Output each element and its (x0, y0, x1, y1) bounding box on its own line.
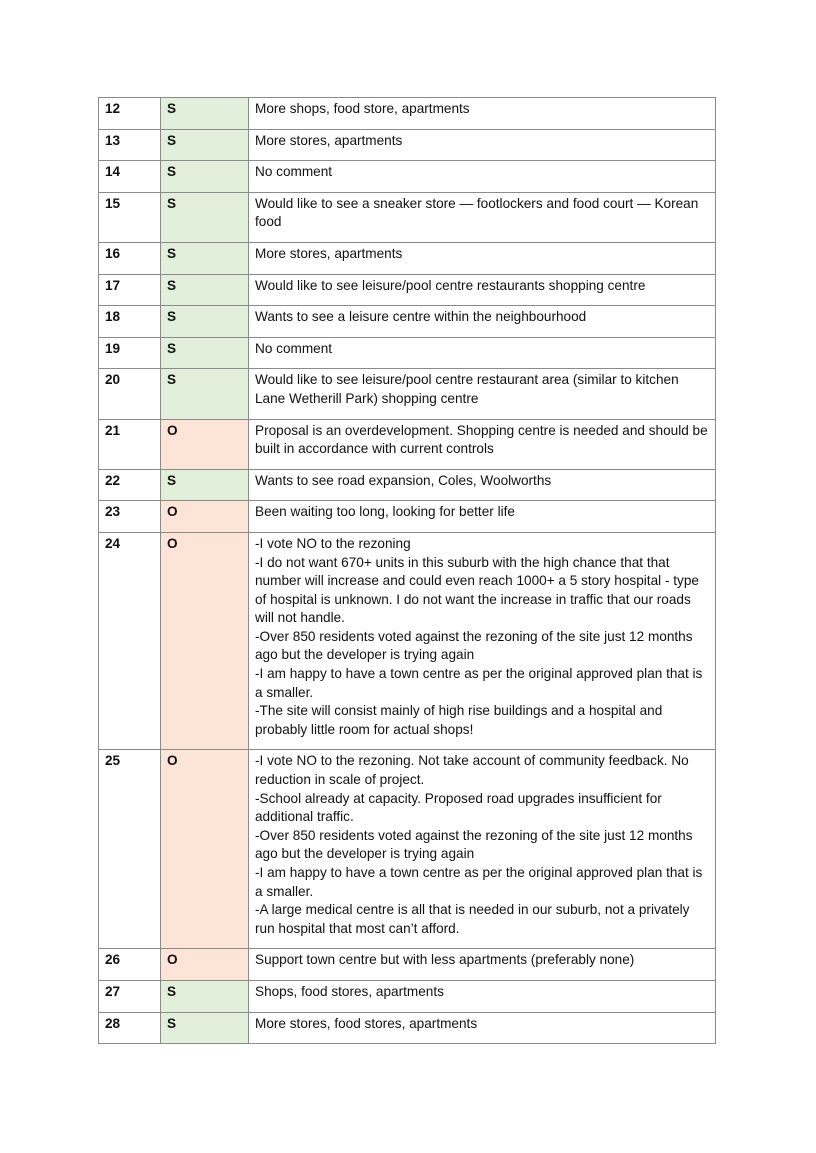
submission-comment (249, 129, 716, 161)
table-row (99, 274, 716, 306)
comment-line: No comment (255, 340, 333, 356)
table-row (99, 161, 716, 193)
submission-number: 26 (99, 949, 161, 981)
table-row (99, 469, 716, 501)
comment-line: -A large medical centre is all that is needed in our suburb, not a privately run hospital that most can’t afford. (255, 902, 690, 936)
submission-position: S (161, 242, 249, 274)
submission-comment (249, 306, 716, 338)
table-row (99, 750, 716, 949)
submission-comment (249, 469, 716, 501)
submission-position: S (161, 469, 249, 501)
comment-line: More stores, food stores, apartments (255, 1015, 478, 1031)
submission-number: 28 (99, 1012, 161, 1044)
submission-comment (249, 949, 716, 981)
submission-number: 20 (99, 369, 161, 419)
table-row (99, 419, 716, 469)
submission-comment (249, 1012, 716, 1044)
submission-number: 27 (99, 980, 161, 1012)
submission-position: S (161, 274, 249, 306)
table-row (99, 980, 716, 1012)
submission-comment (249, 192, 716, 242)
comment-line: -I am happy to have a town centre as per the original approved plan that is a smaller. (255, 865, 703, 899)
submission-number: 25 (99, 750, 161, 949)
submission-position: S (161, 161, 249, 193)
comment-line: -Over 850 residents voted against the rezoning of the site just 12 months ago but the developer is trying again (255, 827, 693, 862)
submission-position: S (161, 306, 249, 338)
submission-number: 19 (99, 337, 161, 369)
submission-comment (249, 337, 716, 369)
submission-position: S (161, 98, 249, 130)
submission-number: 12 (99, 98, 161, 130)
submission-number: 15 (99, 192, 161, 242)
submission-position: S (161, 980, 249, 1012)
comment-line: Would like to see leisure/pool centre restaurants shopping centre (255, 277, 646, 293)
comment-line: Wants to see road expansion, Coles, Woolworths (255, 472, 552, 488)
table-row (99, 949, 716, 981)
submission-position: O (161, 532, 249, 750)
submission-comment (249, 419, 716, 469)
comment-line: -Over 850 residents voted against the rezoning of the site just 12 months ago but the developer is trying again (255, 628, 693, 663)
submission-comment (249, 161, 716, 193)
comment-line: Proposal is an overdevelopment. Shopping centre is needed and should be built in accordance with current controls (255, 422, 708, 457)
comment-line: Would like to see leisure/pool centre restaurant area (similar to kitchen Lane Wetherill Park) shopping centre (255, 372, 679, 406)
submission-number: 22 (99, 469, 161, 501)
submission-position: S (161, 1012, 249, 1044)
submission-number: 21 (99, 419, 161, 469)
table-row (99, 369, 716, 419)
table-row (99, 98, 716, 130)
comment-line: More stores, apartments (255, 132, 403, 148)
table-row (99, 1012, 716, 1044)
comment-line: Been waiting too long, looking for better life (255, 504, 515, 520)
comment-line: More stores, apartments (255, 245, 403, 261)
comment-line: -The site will consist mainly of high rise buildings and a hospital and probably little room for actual shops! (255, 703, 663, 737)
comment-line: Shops, food stores, apartments (255, 983, 444, 999)
comment-line: Would like to see a sneaker store — footlockers and food court — Korean food (255, 195, 699, 230)
comment-line: Wants to see a leisure centre within the neighbourhood (255, 309, 587, 325)
submission-comment (249, 750, 716, 949)
submission-comment (249, 532, 716, 750)
submission-number: 23 (99, 501, 161, 533)
comment-line: -I do not want 670+ units in this suburb with the high chance that that number will increase and could even reach 1000+ a 5 story hospital - type of hospital is unknown. I do not want the increase in traffic that our roads will not handle. (255, 554, 699, 626)
submission-position: O (161, 949, 249, 981)
submission-position: S (161, 129, 249, 161)
submission-number: 13 (99, 129, 161, 161)
submission-position: S (161, 337, 249, 369)
table-row (99, 192, 716, 242)
submission-position: S (161, 369, 249, 419)
submissions-table (98, 97, 716, 1044)
submission-number: 14 (99, 161, 161, 193)
submission-position: O (161, 501, 249, 533)
comment-line: -School already at capacity. Proposed road upgrades insufficient for additional traffic. (255, 790, 662, 825)
submission-comment (249, 501, 716, 533)
table-row (99, 501, 716, 533)
submissions-table-body (99, 98, 716, 1044)
comment-line: -I vote NO to the rezoning (255, 535, 411, 551)
comment-line: -I vote NO to the rezoning. Not take account of community feedback. No reduction in scale of project. (255, 753, 689, 788)
comment-line: No comment (255, 164, 333, 180)
submission-comment (249, 274, 716, 306)
submission-number: 17 (99, 274, 161, 306)
table-row (99, 532, 716, 750)
submission-comment (249, 369, 716, 419)
comment-line: More shops, food store, apartments (255, 101, 470, 116)
submission-comment (249, 980, 716, 1012)
submission-number: 18 (99, 306, 161, 338)
table-row (99, 337, 716, 369)
submission-position: O (161, 750, 249, 949)
comment-line: Support town centre but with less apartments (preferably none) (255, 952, 635, 968)
submission-position: O (161, 419, 249, 469)
table-row (99, 306, 716, 338)
submission-number: 24 (99, 532, 161, 750)
submission-comment (249, 242, 716, 274)
table-row (99, 242, 716, 274)
comment-line: -I am happy to have a town centre as per the original approved plan that is a smaller. (255, 666, 703, 700)
table-row (99, 129, 716, 161)
submission-number: 16 (99, 242, 161, 274)
submission-comment (249, 98, 716, 130)
submission-position: S (161, 192, 249, 242)
